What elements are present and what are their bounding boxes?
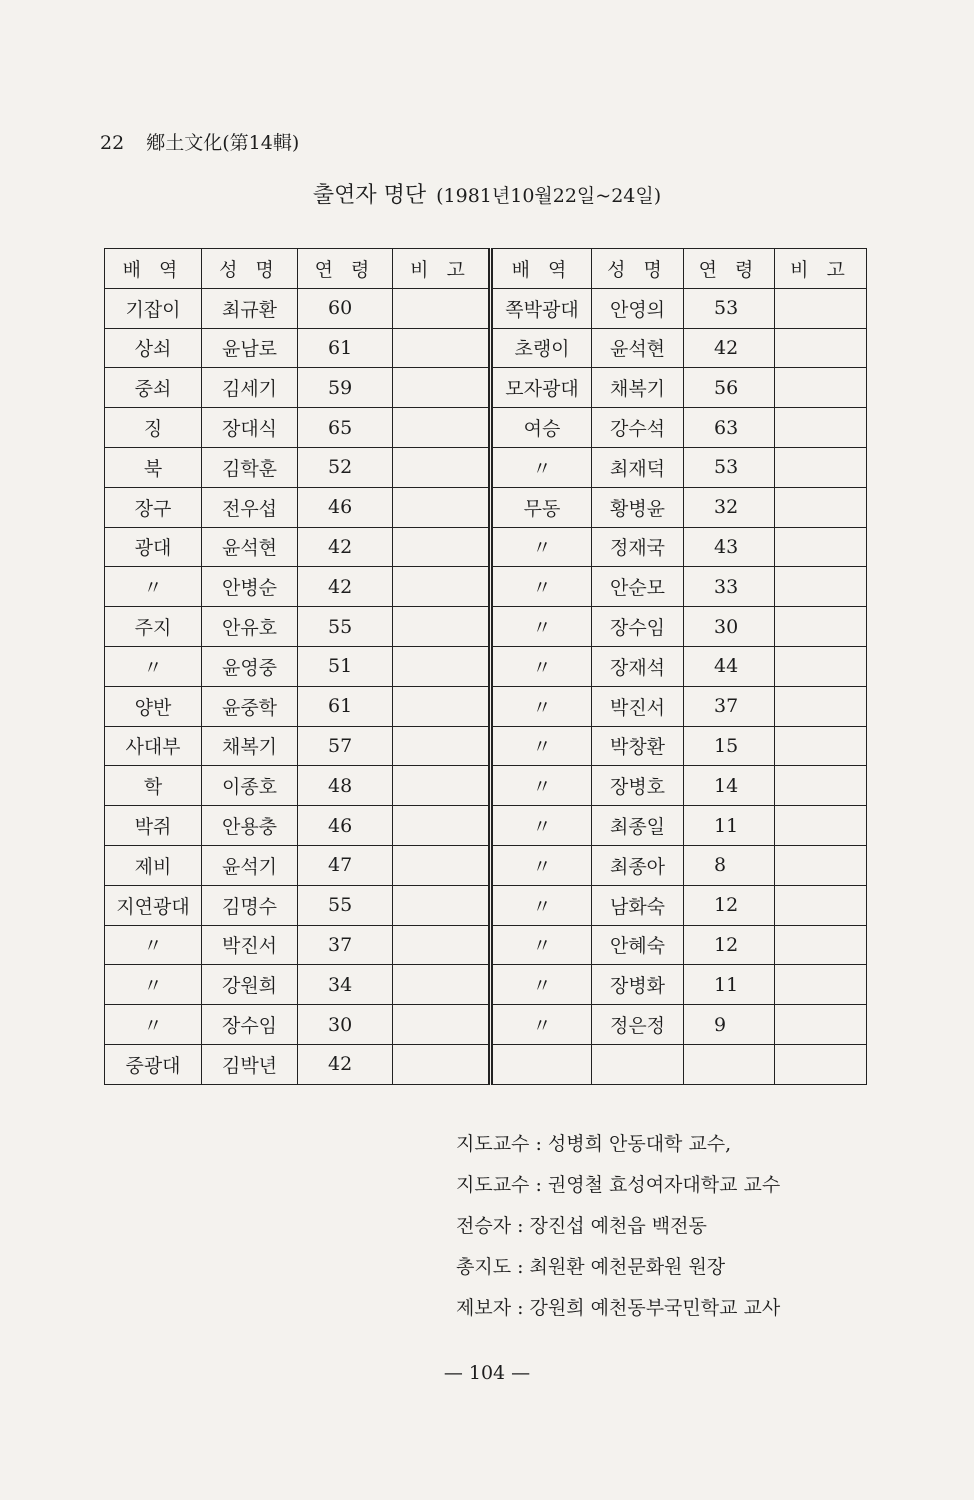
- header-cell: 성 명: [202, 249, 298, 289]
- remarks-cell: [393, 806, 491, 846]
- role-cell: 북: [105, 447, 202, 487]
- remarks-cell: [775, 368, 867, 408]
- age-cell: 46: [298, 806, 393, 846]
- remarks-cell: [393, 845, 491, 885]
- name-cell: 장병호: [592, 766, 684, 806]
- age-cell: 56: [684, 368, 775, 408]
- header-cell: 배 역: [491, 249, 592, 289]
- role-cell: 무동: [491, 487, 592, 527]
- role-cell: 〃: [491, 726, 592, 766]
- age-cell: 60: [298, 288, 393, 328]
- name-cell: 윤석현: [592, 328, 684, 368]
- remarks-cell: [393, 487, 491, 527]
- table-row: [105, 607, 867, 647]
- name-cell: 안순모: [592, 567, 684, 607]
- remarks-cell: [775, 527, 867, 567]
- age-cell: 53: [684, 447, 775, 487]
- table-row: [105, 885, 867, 925]
- age-cell: 53: [684, 288, 775, 328]
- note-line: 제보자 : 강원희 예천동부국민학교 교사: [456, 1297, 781, 1319]
- name-cell: 안혜숙: [592, 925, 684, 965]
- remarks-cell: [393, 965, 491, 1005]
- age-cell: 43: [684, 527, 775, 567]
- name-cell: 안병순: [202, 567, 298, 607]
- header-cell: 연 령: [684, 249, 775, 289]
- name-cell: 최규환: [202, 288, 298, 328]
- page-footer-number: — 104 —: [443, 1362, 531, 1384]
- name-cell: 최종일: [592, 806, 684, 846]
- name-cell: 강수석: [592, 408, 684, 448]
- remarks-cell: [775, 288, 867, 328]
- name-cell: 이종호: [202, 766, 298, 806]
- note-line: 지도교수 : 권영철 효성여자대학교 교수: [456, 1174, 781, 1196]
- age-cell: 37: [298, 925, 393, 965]
- age-cell: 47: [298, 845, 393, 885]
- name-cell: 박진서: [202, 925, 298, 965]
- age-cell: [684, 1044, 775, 1084]
- role-cell: 박쥐: [105, 806, 202, 846]
- name-cell: 윤중학: [202, 686, 298, 726]
- remarks-cell: [775, 766, 867, 806]
- name-cell: 정은정: [592, 1005, 684, 1045]
- role-cell: 모자광대: [491, 368, 592, 408]
- age-cell: 14: [684, 766, 775, 806]
- role-cell: 쪽박광대: [491, 288, 592, 328]
- role-cell: 〃: [491, 686, 592, 726]
- name-cell: 김박년: [202, 1044, 298, 1084]
- age-cell: 57: [298, 726, 393, 766]
- name-cell: 장수임: [202, 1005, 298, 1045]
- role-cell: 〃: [491, 646, 592, 686]
- table-row: [105, 1044, 867, 1084]
- name-cell: 강원희: [202, 965, 298, 1005]
- table-row: [105, 726, 867, 766]
- name-cell: 최재덕: [592, 447, 684, 487]
- role-cell: 징: [105, 408, 202, 448]
- name-cell: 박진서: [592, 686, 684, 726]
- role-cell: 〃: [491, 1005, 592, 1045]
- name-cell: 장대식: [202, 408, 298, 448]
- age-cell: 37: [684, 686, 775, 726]
- age-cell: 15: [684, 726, 775, 766]
- age-cell: 61: [298, 328, 393, 368]
- age-cell: 42: [298, 567, 393, 607]
- name-cell: 황병윤: [592, 487, 684, 527]
- age-cell: 65: [298, 408, 393, 448]
- remarks-cell: [393, 567, 491, 607]
- remarks-cell: [775, 885, 867, 925]
- remarks-cell: [775, 646, 867, 686]
- role-cell: 〃: [491, 965, 592, 1005]
- role-cell: 〃: [105, 646, 202, 686]
- role-cell: 〃: [491, 845, 592, 885]
- age-cell: 30: [684, 607, 775, 647]
- table-row: [105, 1005, 867, 1045]
- remarks-cell: [775, 487, 867, 527]
- cast-table-body: [105, 288, 867, 1084]
- table-row: [105, 447, 867, 487]
- remarks-cell: [775, 328, 867, 368]
- remarks-cell: [393, 527, 491, 567]
- age-cell: 42: [298, 1044, 393, 1084]
- role-cell: 〃: [491, 447, 592, 487]
- remarks-cell: [393, 328, 491, 368]
- remarks-cell: [393, 646, 491, 686]
- name-cell: 안유호: [202, 607, 298, 647]
- header-cell: 연 령: [298, 249, 393, 289]
- role-cell: 기잡이: [105, 288, 202, 328]
- remarks-cell: [775, 686, 867, 726]
- age-cell: 48: [298, 766, 393, 806]
- table-row: [105, 567, 867, 607]
- table-header-row: [105, 249, 867, 289]
- remarks-cell: [775, 965, 867, 1005]
- role-cell: 〃: [491, 806, 592, 846]
- name-cell: 정재국: [592, 527, 684, 567]
- role-cell: 주지: [105, 607, 202, 647]
- cast-table: [104, 248, 867, 1085]
- remarks-cell: [393, 885, 491, 925]
- remarks-cell: [775, 1005, 867, 1045]
- remarks-cell: [393, 607, 491, 647]
- role-cell: 중광대: [105, 1044, 202, 1084]
- age-cell: 51: [298, 646, 393, 686]
- remarks-cell: [775, 845, 867, 885]
- table-row: [105, 965, 867, 1005]
- role-cell: 양반: [105, 686, 202, 726]
- header-cell: 비 고: [393, 249, 491, 289]
- remarks-cell: [775, 1044, 867, 1084]
- age-cell: 46: [298, 487, 393, 527]
- name-cell: 박창환: [592, 726, 684, 766]
- name-cell: 김학훈: [202, 447, 298, 487]
- role-cell: 〃: [105, 1005, 202, 1045]
- name-cell: 윤남로: [202, 328, 298, 368]
- name-cell: 장병화: [592, 965, 684, 1005]
- role-cell: 〃: [105, 925, 202, 965]
- remarks-cell: [775, 607, 867, 647]
- table-row: [105, 845, 867, 885]
- role-cell: 장구: [105, 487, 202, 527]
- age-cell: 52: [298, 447, 393, 487]
- name-cell: 채복기: [202, 726, 298, 766]
- role-cell: 여승: [491, 408, 592, 448]
- name-cell: 윤석현: [202, 527, 298, 567]
- age-cell: 12: [684, 885, 775, 925]
- age-cell: 59: [298, 368, 393, 408]
- remarks-cell: [393, 288, 491, 328]
- remarks-cell: [393, 368, 491, 408]
- table-row: [105, 328, 867, 368]
- table-row: [105, 288, 867, 328]
- role-cell: 〃: [491, 607, 592, 647]
- title-main: 출연자 명단: [312, 183, 427, 208]
- name-cell: 안영의: [592, 288, 684, 328]
- role-cell: 초랭이: [491, 328, 592, 368]
- role-cell: 상쇠: [105, 328, 202, 368]
- role-cell: 〃: [105, 965, 202, 1005]
- age-cell: 9: [684, 1005, 775, 1045]
- role-cell: 〃: [491, 925, 592, 965]
- note-line: 전승자 : 장진섭 예천읍 백전동: [456, 1215, 707, 1237]
- note-line: 총지도 : 최원환 예천문화원 원장: [456, 1256, 726, 1278]
- age-cell: 32: [684, 487, 775, 527]
- remarks-cell: [393, 686, 491, 726]
- remarks-cell: [393, 447, 491, 487]
- table-row: [105, 646, 867, 686]
- age-cell: 44: [684, 646, 775, 686]
- note-line: 지도교수 : 성병희 안동대학 교수,: [456, 1133, 732, 1155]
- role-cell: 제비: [105, 845, 202, 885]
- table-row: [105, 686, 867, 726]
- table-row: [105, 368, 867, 408]
- remarks-cell: [393, 1044, 491, 1084]
- remarks-cell: [393, 1005, 491, 1045]
- table-row: [105, 806, 867, 846]
- name-cell: 윤석기: [202, 845, 298, 885]
- table-row: [105, 487, 867, 527]
- header-cell: 비 고: [775, 249, 867, 289]
- age-cell: 11: [684, 806, 775, 846]
- age-cell: 8: [684, 845, 775, 885]
- role-cell: 〃: [105, 567, 202, 607]
- name-cell: 안용충: [202, 806, 298, 846]
- role-cell: 학: [105, 766, 202, 806]
- name-cell: 김명수: [202, 885, 298, 925]
- age-cell: 63: [684, 408, 775, 448]
- header-page-number: 22: [100, 132, 125, 154]
- age-cell: 61: [298, 686, 393, 726]
- role-cell: 〃: [491, 885, 592, 925]
- age-cell: 11: [684, 965, 775, 1005]
- age-cell: 42: [298, 527, 393, 567]
- name-cell: 채복기: [592, 368, 684, 408]
- role-cell: 중쇠: [105, 368, 202, 408]
- remarks-cell: [775, 567, 867, 607]
- remarks-cell: [775, 408, 867, 448]
- header-cell: 성 명: [592, 249, 684, 289]
- remarks-cell: [393, 726, 491, 766]
- age-cell: 55: [298, 885, 393, 925]
- credits-notes: [456, 1124, 780, 1329]
- table-row: [105, 925, 867, 965]
- role-cell: 〃: [491, 567, 592, 607]
- role-cell: [491, 1044, 592, 1084]
- remarks-cell: [775, 726, 867, 766]
- name-cell: 김세기: [202, 368, 298, 408]
- age-cell: 33: [684, 567, 775, 607]
- role-cell: 사대부: [105, 726, 202, 766]
- table-row: [105, 408, 867, 448]
- role-cell: 광대: [105, 527, 202, 567]
- remarks-cell: [393, 408, 491, 448]
- remarks-cell: [393, 766, 491, 806]
- remarks-cell: [775, 447, 867, 487]
- name-cell: 남화숙: [592, 885, 684, 925]
- name-cell: 장수임: [592, 607, 684, 647]
- remarks-cell: [775, 806, 867, 846]
- title-date: (1981년10월22일~24일): [436, 185, 662, 207]
- role-cell: 〃: [491, 527, 592, 567]
- age-cell: 30: [298, 1005, 393, 1045]
- name-cell: [592, 1044, 684, 1084]
- header-cell: 배 역: [105, 249, 202, 289]
- age-cell: 42: [684, 328, 775, 368]
- publication-title: 鄕土文化(第14輯): [146, 132, 300, 154]
- page-title: [0, 178, 974, 209]
- remarks-cell: [393, 925, 491, 965]
- role-cell: 〃: [491, 766, 592, 806]
- age-cell: 12: [684, 925, 775, 965]
- name-cell: 전우섭: [202, 487, 298, 527]
- name-cell: 최종아: [592, 845, 684, 885]
- age-cell: 34: [298, 965, 393, 1005]
- name-cell: 윤영중: [202, 646, 298, 686]
- role-cell: 지연광대: [105, 885, 202, 925]
- remarks-cell: [775, 925, 867, 965]
- table-row: [105, 766, 867, 806]
- age-cell: 55: [298, 607, 393, 647]
- table-row: [105, 527, 867, 567]
- running-header: [100, 128, 299, 155]
- name-cell: 장재석: [592, 646, 684, 686]
